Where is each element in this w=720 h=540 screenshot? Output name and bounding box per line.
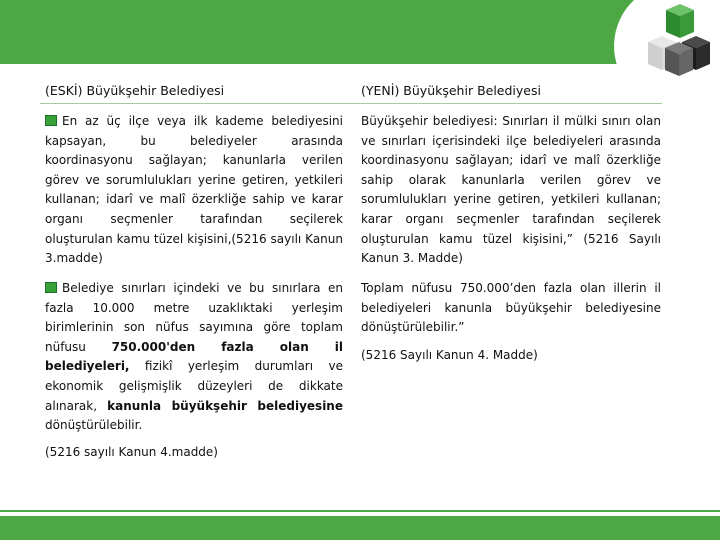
old-conversion-text-b: fizikî yerleşim durumları ve ekonomik gelişmişlik düzeyleri de dikkate alınarak, (45, 359, 343, 413)
old-conversion-text-c: dönüştürülebilir. (45, 418, 143, 433)
old-definition-text: En az üç ilçe veya ilk kademe belediyesini kapsayan, bu belediyeler arasında koordinasyonu sağlayan; kanunlarla verilen görev ve sorumlulukları yerine getiren, yetkileri kullanan; idarî ve malî özerkliğe sahip ve karar organı seçmenler tarafından seçilerek oluşturulan kamu tüzel kişisini,(5216 sayılı Kanun 3.madde) (45, 114, 343, 266)
old-definition-header: (ESKİ) Büyükşehir Belediyesi (45, 83, 225, 98)
new-law-reference (361, 346, 661, 366)
new-conversion-paragraph (361, 279, 661, 338)
new-definition-header: (YENİ) Büyükşehir Belediyesi (361, 83, 541, 98)
square-bullet-icon (45, 115, 57, 126)
old-conversion-bold-population: 750.000'den fazla olan il belediyeleri, (45, 339, 344, 374)
old-definition-paragraph (45, 112, 343, 269)
green-cube (666, 4, 694, 38)
new-conversion-text: Toplam nüfusu 750.000’den fazla olan illerin il belediyeleri kanunla büyükşehir belediyesine dönüştürülebilir.” (361, 281, 661, 335)
new-definition-text: Büyükşehir belediyesi: Sınırları il mülki sınırı olan ve sınırları içerisindeki ilçe belediyeleri arasında koordinasyonu sağlayan; idarî ve malî özerkliğe sahip olarak kanunlarla verilen görev ve sorumlulukları yerine getiren, yetkileri kullanan; karar organı seçmenler tarafından seçilerek oluşturulan kamu tüzel kişisini,” (5216 Sayılı Kanun 3. Madde) (361, 114, 661, 266)
old-law-reference (45, 443, 343, 463)
old-conversion-bold-law: kanunla büyükşehir belediyesine (107, 398, 343, 413)
square-bullet-icon (45, 282, 57, 293)
cube-stack-logo (614, 0, 720, 96)
old-law-reference-text: (5216 sayılı Kanun 4.madde) (45, 445, 218, 459)
header-divider (40, 103, 662, 104)
bottom-banner (0, 516, 720, 540)
mid-cube (665, 42, 693, 76)
new-definition-paragraph (361, 112, 661, 269)
footer-divider (0, 510, 720, 512)
top-banner (0, 0, 720, 64)
old-conversion-paragraph (45, 279, 343, 436)
old-conversion-text-a: Belediye sınırları içindeki ve bu sınırlara en fazla 10.000 metre uzaklıktaki yerleşim birimlerinin son nüfus sayımına göre toplam nüfusu (45, 281, 343, 354)
new-law-reference-text: (5216 Sayılı Kanun 4. Madde) (361, 348, 538, 362)
